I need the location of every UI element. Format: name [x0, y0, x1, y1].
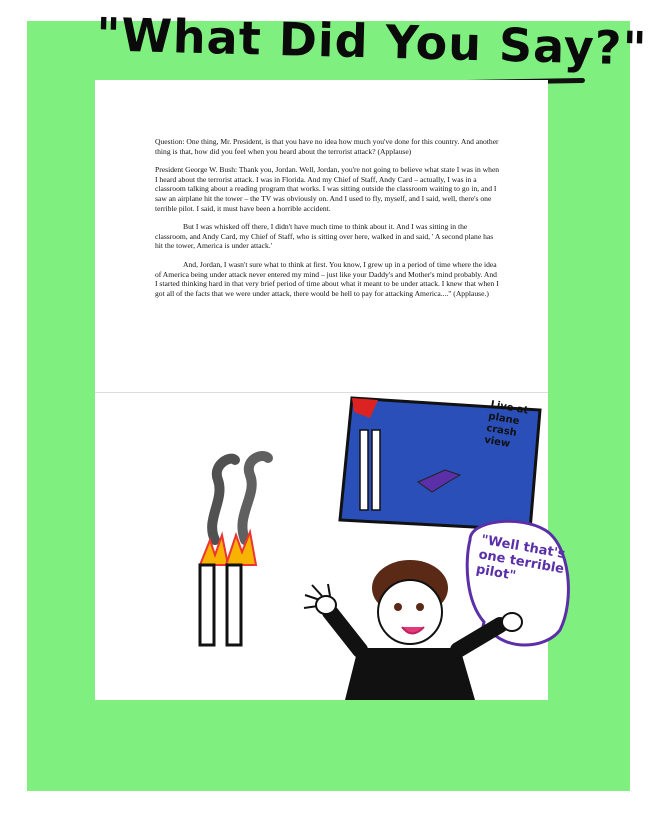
tower-right [227, 565, 241, 645]
transcript-answer-3: And, Jordan, I wasn't sure what to think at first. You know, I grew up in a period of time where the idea of America being under attack never entered my mind – just like your Daddy's and Mother's mind probably. And I started thinking hard in that very brief period of time about what it meant to be under attack. I knew that when I got all of the facts that we were under attack, there would be hell to pay for attacking America...." (Applause.) [155, 259, 499, 298]
person-face [378, 580, 442, 644]
tv-tower-2 [372, 430, 380, 510]
tv-tower-1 [360, 430, 368, 510]
transcript-answer-2: But I was whisked off there, I didn't have much time to think about it. And I was sitting in the classroom, and Andy Card, my Chief of Staff, who is sitting over here, walked in and said, ' A second plane has hit the tower, America is under attack.' [155, 222, 494, 251]
tv-caption: Live at plane crash view [483, 399, 530, 450]
transcript-question: Question: One thing, Mr. President, is that you have no idea how much you've done for this country. And another thing is that, how did you feel when you heard about the terrorist attack? (Applause) [155, 137, 499, 156]
smoke-right [242, 456, 268, 540]
person-eye-left [394, 603, 402, 611]
person-hand-left-palm [316, 596, 336, 614]
smoke-left [212, 459, 235, 540]
person-eye-right [416, 603, 424, 611]
person-hand-right-palm [502, 613, 522, 631]
person-arm-right [458, 625, 500, 650]
speech-bubble-text: "Well that's one terrible pilot" [474, 532, 567, 584]
poster-title: "What Did You Say?" [95, 7, 649, 76]
transcript-answer-1: President George W. Bush: Thank you, Jordan. Well, Jordan, you're not going to believe what state I was in when I heard about the terrorist attack. I was in Florida. And my Chief of Staff, Andy Card – actually, I was in a classroom talking about a reading program that works. I was sitting outside the classroom waiting to go in, and I saw an airplane hit the tower – the TV was obviously on. And I used to fly, myself, and I said, well, there's one terrible pilot. I said, it must have been a horrible accident. [155, 165, 500, 213]
tower-left [200, 565, 214, 645]
person-arm-left [330, 612, 360, 650]
